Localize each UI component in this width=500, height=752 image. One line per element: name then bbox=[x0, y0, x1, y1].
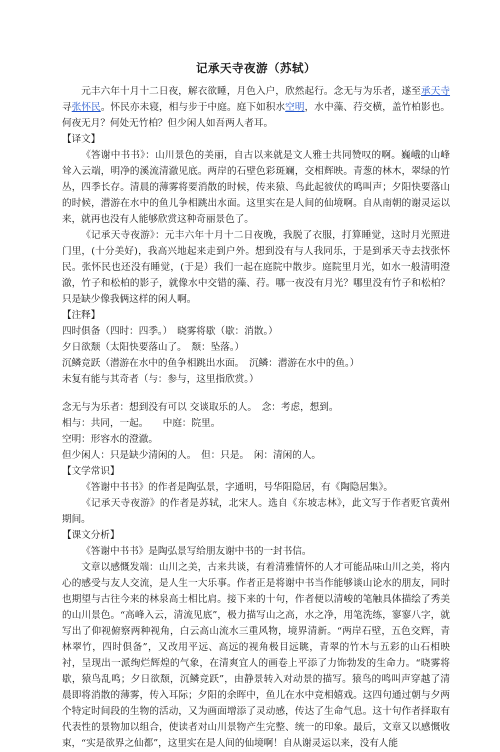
link-kongming[interactable]: 空明 bbox=[285, 102, 305, 113]
note-line: 但少闲人：只是缺少清闲的人。 但：只是。 闲：清闲的人。 bbox=[62, 450, 322, 461]
note-line: 相与：共同，一起。 中庭：院里。 bbox=[62, 418, 221, 429]
note-line: 未复有能与其奇者（与：参与，这里指欣赏。） bbox=[62, 374, 259, 385]
page-title: 记承天寺夜游（苏轼） bbox=[196, 61, 316, 75]
note-line: 念无与为乐者：想到没有可以 交谈取乐的人。 念：考虑，想到。 bbox=[62, 402, 339, 413]
notes-header: 【注释】 bbox=[62, 310, 101, 321]
original-text-part1: 元丰六年十月十二日夜，解衣欲睡，月色入户，欣然起行。念无与为乐者，遂至 bbox=[81, 86, 421, 97]
analysis-header: 【课文分析】 bbox=[62, 530, 120, 541]
translation-header: 【译文】 bbox=[62, 134, 101, 145]
original-text-part3: 。怀民亦未寝，相与步于中庭。庭下如积水 bbox=[100, 102, 286, 113]
translation-paragraph-1: 《答谢中书书》：山川景色的美丽，自古以来就是文人雅士共同赞叹的啊。巍峨的山峰耸入云端，明净的溪流清澈见底。两岸的石壁色彩斑斓，交相辉映。青葱的林木，翠绿的竹丛，四季长存。清晨的薄雾将要消散的时候，传来猿、鸟此起彼伏的鸣叫声；夕阳快要落山的时候，潜游在水中的鱼儿争相跳出水面。这里实在是人间的仙境啊。自从南朝的谢灵运以来，就再也没有人能够欣赏这种奇丽景色了。 bbox=[62, 150, 450, 225]
analysis-paragraph-2: 文章以感慨发端：山川之美，古来共谈，有着清雅情怀的人才可能品味山川之美，将内心的感受与友人交流，是人生一大乐事。作者正是将谢中书当作能够谈山论水的朋友，同时也期望与古往今来的林泉高士相比肩。接下来的十句，作者便以清峻的笔触具体描绘了秀美的山川景色。“高峰入云，清流见底”，极力描写山之高，水之净，用笔洗练，寥寥八字，就写出了仰视俯察两种视角，白云高山流水三重风物，境界清新。“两岸石壁，五色交辉，青林翠竹，四时俱备”，又改用平远、高远的视角极目远眺，青翠的竹木与五彩的山石相映衬，呈现出一派绚烂辉煌的气象，在清爽宜人的画卷上平添了力饰勃发的生命力。“晓雾将歇，猿鸟乱鸣；夕日欲颓，沉鳞竞跃”，由静景转入对动景的描写。猿鸟的鸣叫声穿越了清晨即将消散的薄雾，传入耳际；夕阳的余晖中，鱼儿在水中竞相嬉戏。这四句通过朝与夕两个特定时间段的生物的活动，又为画面增添了灵动感，传达了生命气息。这十句作者择取有代表性的景物加以组合，使读者对山川景物产生完整、统一的印象。最后，文章又以感慨收束，“实是欲界之仙都”，这里实在是人间的仙境啊！自从谢灵运以来，没有人能 bbox=[62, 562, 450, 749]
original-text-part4: ，水中藻、荇交横，盖竹柏影也。何夜无月？何处无竹柏？但少闲人如吾两人者耳。 bbox=[62, 102, 451, 129]
link-zhang-huaimin[interactable]: 张怀民 bbox=[71, 102, 101, 113]
analysis-paragraph-1: 《答谢中书书》是陶弘景写给朋友谢中书的一封书信。 bbox=[81, 546, 312, 557]
note-line: 四时俱备（四时：四季。） 晓雾将歇（歇：消散。） bbox=[62, 326, 278, 337]
note-line: 空明：形容水的澄澈。 bbox=[62, 434, 158, 445]
literature-paragraph-2: 《记承天寺夜游》的作者是苏轼，北宋人。选自《东坡志林》，此文写于作者贬官黄州期间。 bbox=[62, 498, 450, 525]
section-gap bbox=[62, 388, 450, 400]
link-chengtian-temple[interactable]: 承天寺 bbox=[421, 86, 451, 97]
original-text bbox=[62, 84, 450, 132]
literature-header: 【文学常识】 bbox=[62, 466, 120, 477]
literature-paragraph-1: 《答谢中书书》的作者是陶弘景，字通明，号华阳隐居，有《陶隐居集》。 bbox=[81, 482, 393, 493]
note-line: 沉鳞竞跃（潜游在水中的鱼争相跳出水面。 沉鳞：潜游在水中的鱼。） bbox=[62, 358, 360, 369]
original-text-part2: 寻 bbox=[62, 102, 72, 113]
translation-paragraph-2: 《记承天寺夜游》：元丰六年十月十二日夜晚，我脱了衣服，打算睡觉，这时月光照进门里，(十分美好)，我高兴地起来走到户外。想到没有与人我同乐，于是到承天寺去找张怀民。张怀民也还没有睡觉，(于是）我们一起在庭院中散步。庭院里月光，如水一般清明澄澈，竹子和松柏的影子，就像水中交错的藻、荇。哪一夜没有月光？哪里没有竹子和松柏？只是缺少像我俩这样的闲人啊。 bbox=[62, 230, 450, 305]
note-line: 夕日欲颓（太阳快要落山了。 颓：坠落。） bbox=[62, 342, 245, 353]
